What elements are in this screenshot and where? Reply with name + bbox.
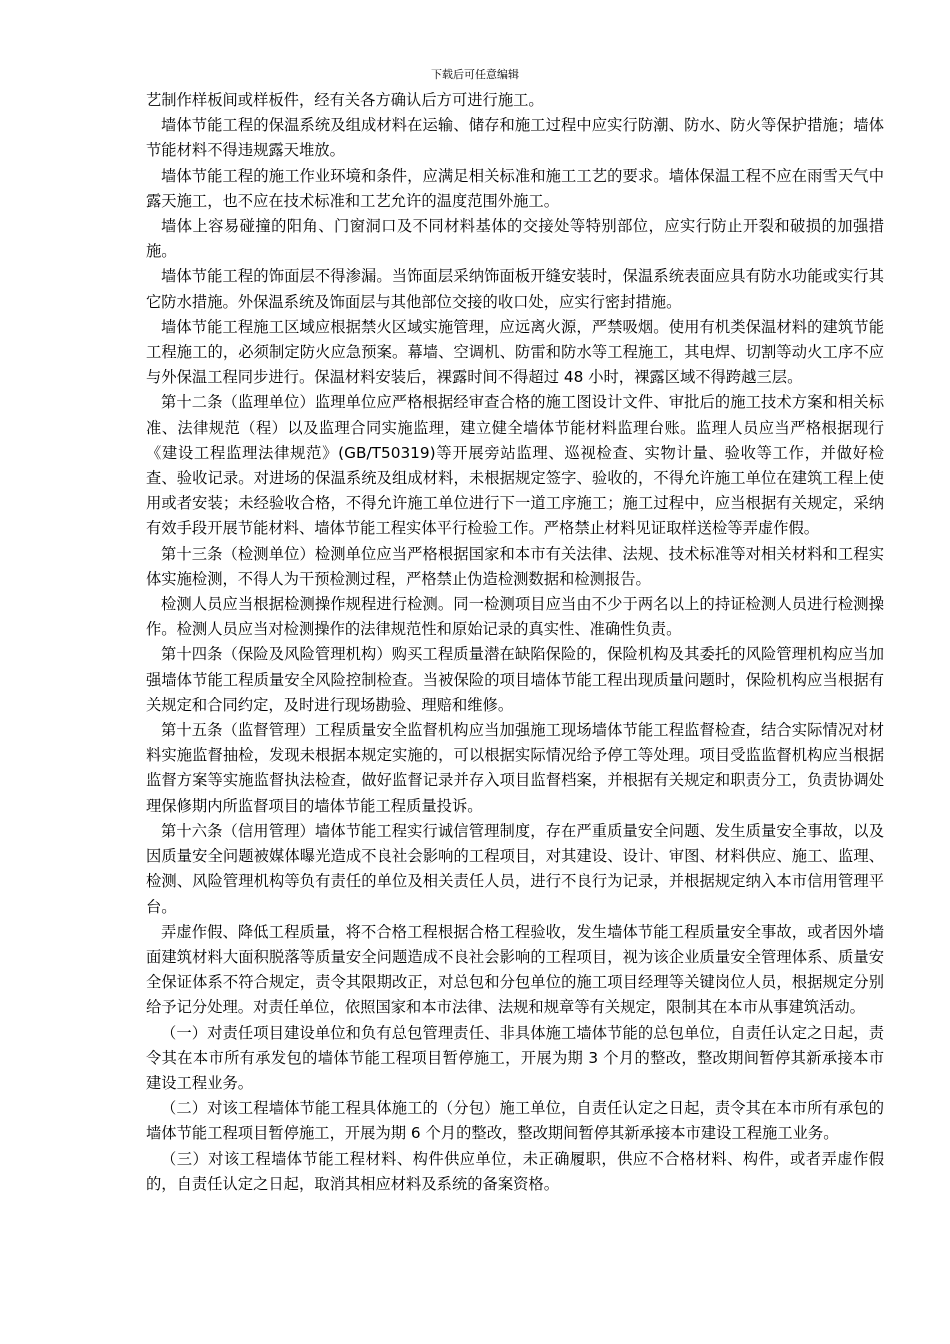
paragraph: 墙体上容易碰撞的阳角、门窗洞口及不同材料基体的交接处等特别部位，应实行防止开裂和破损的加强措施。: [146, 217, 884, 261]
paragraph: 第十四条（保险及风险管理机构）购买工程质量潜在缺陷保险的，保险机构及其委托的风险管理机构应当加强墙体节能工程质量安全风险控制检查。当被保险的项目墙体节能工程出现质量问题时，保险机构应当根据有关规定和合同约定，及时进行现场勘验、理赔和维修。: [146, 645, 884, 714]
paragraph: 第十三条（检测单位）检测单位应当严格根据国家和本市有关法律、法规、技术标准等对相关材料和工程实体实施检测，不得人为干预检测过程，严格禁止伪造检测数据和检测报告。: [146, 544, 884, 588]
paragraph: 弄虚作假、降低工程质量，将不合格工程根据合格工程验收，发生墙体节能工程质量安全事故，或者因外墙面建筑材料大面积脱落等质量安全问题造成不良社会影响的工程项目，视为该企业质量安全管理体系、质量安全保证体系不符合规定，责令其限期改正，对总包和分包单位的施工项目经理等关键岗位人员，根据规定分别给予记分处理。对责任单位，依照国家和本市法律、法规和规章等有关规定，限制其在本市从事建筑活动。: [146, 922, 884, 1017]
paragraph: 第十六条（信用管理）墙体节能工程实行诚信管理制度，存在严重质量安全问题、发生质量安全事故，以及因质量安全问题被媒体曝光造成不良社会影响的工程项目，对其建设、设计、审图、材料供应、施工、监理、检测、风险管理机构等负有责任的单位及相关责任人员，进行不良行为记录，并根据规定纳入本市信用管理平台。: [146, 821, 884, 916]
paragraph: 检测人员应当根据检测操作规程进行检测。同一检测项目应当由不少于两名以上的持证检测人员进行检测操作。检测人员应当对检测操作的法律规范性和原始记录的真实性、准确性负责。: [146, 595, 884, 639]
paragraph: 墙体节能工程施工区域应根据禁火区域实施管理，应远离火源，严禁吸烟。使用有机类保温材料的建筑节能工程施工的，必须制定防火应急预案。幕墙、空调机、防雷和防水等工程施工，其电焊、切割等动火工序不应与外保温工程同步进行。保温材料安装后，裸露时间不得超过 48 小时，裸露区域不得跨越三层。: [146, 317, 884, 387]
paragraph: （三）对该工程墙体节能工程材料、构件供应单位，未正确履职，供应不合格材料、构件，或者弄虚作假的，自责任认定之日起，取消其相应材料及系统的备案资格。: [146, 1149, 884, 1193]
paragraph: 墙体节能工程的保温系统及组成材料在运输、储存和施工过程中应实行防潮、防水、防火等保护措施；墙体节能材料不得违规露天堆放。: [146, 116, 884, 160]
paragraph: 第十二条（监理单位）监理单位应严格根据经审查合格的施工图设计文件、审批后的施工技术方案和相关标准、法律规范（程）以及监理合同实施监理，建立健全墙体节能材料监理台账。监理人员应当严格根据现行《建设工程监理法律规范》(GB/T50319)等开展旁站监理、巡视检查、实物计量、验收等工作，并做好检查、验收记录。对进场的保温系统及组成材料，未根据规定签字、验收的，不得允许施工单位在建筑工程上使用或者安装；未经验收合格，不得允许施工单位进行下一道工序施工；施工过程中，应当根据有关规定，采纳有效手段开展节能材料、墙体节能工程实体平行检验工作。严格禁止材料见证取样送检等弄虚作假。: [146, 393, 884, 538]
paragraph: 墙体节能工程的施工作业环境和条件，应满足相关标准和施工工艺的要求。墙体保温工程不应在雨雪天气中露天施工，也不应在技术标准和工艺允许的温度范围外施工。: [146, 166, 884, 210]
paragraph: 艺制作样板间或样板件，经有关各方确认后方可进行施工。: [146, 91, 544, 109]
paragraph: 第十五条（监督管理）工程质量安全监督机构应当加强施工现场墙体节能工程监督检查，结合实际情况对材料实施监督抽检，发现未根据本规定实施的，可以根据实际情况给予停工等处理。项目受监监督机构应当根据监督方案等实施监督执法检查，做好监督记录并存入项目监督档案，并根据有关规定和职责分工，负责协调处理保修期内所监督项目的墙体节能工程质量投诉。: [146, 721, 884, 815]
paragraph: 墙体节能工程的饰面层不得渗漏。当饰面层采纳饰面板开缝安装时，保温系统表面应具有防水功能或实行其它防水措施。外保温系统及饰面层与其他部位交接的收口处，应实行密封措施。: [146, 267, 884, 311]
page-header: 下载后可任意编辑: [431, 68, 519, 81]
paragraph: （二）对该工程墙体节能工程具体施工的（分包）施工单位，自责任认定之日起，责令其在本市所有承包的墙体节能工程项目暂停施工，开展为期 6 个月的整改，整改期间暂停其新承接本市建设工程施工业务。: [146, 1099, 884, 1143]
paragraph: （一）对责任项目建设单位和负有总包管理责任、非具体施工墙体节能的总包单位，自责任认定之日起，责令其在本市所有承发包的墙体节能工程项目暂停施工，开展为期 3 个月的整改，整改期间暂停其新承接本市建设工程业务。: [146, 1023, 884, 1092]
document-body: [146, 88, 884, 1197]
